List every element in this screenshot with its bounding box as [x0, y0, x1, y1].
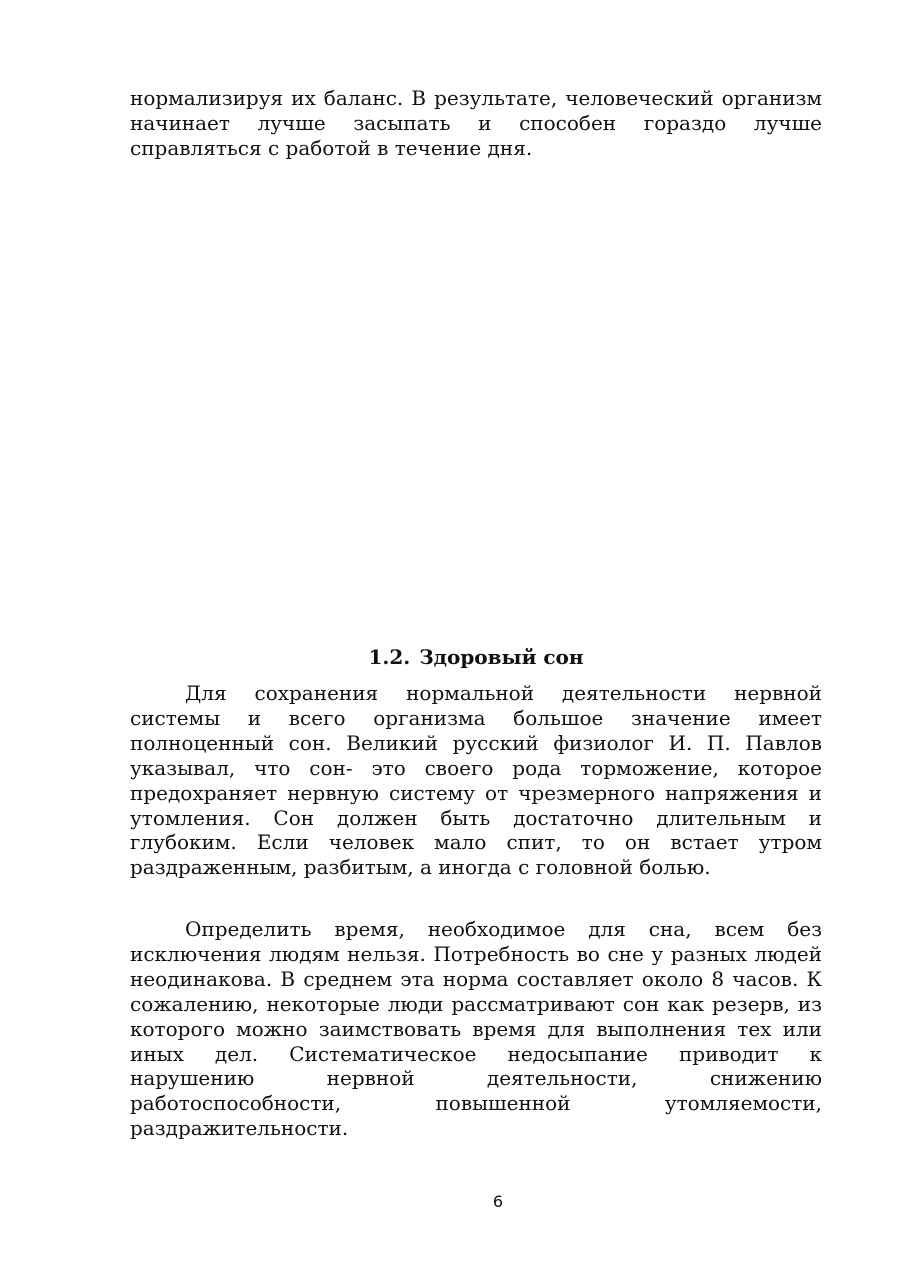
- body-paragraph: Определить время, необходимое для сна, всем без исключения людям нельзя. Потребность во сне у разных людей неодинакова. В среднем эта норма составляет около 8 часов. К сожалению, некоторые люди рассматривают сон как резерв, из которого можно заимствовать время для выполнения тех или иных дел. Систематическое недосыпание приводит к нарушению нервной деятельности, снижению работоспособности, повышенной утомляемости, раздражительности.: [130, 917, 822, 1141]
- page-number: 6: [492, 1192, 504, 1211]
- section-heading: [130, 644, 822, 670]
- section-number: 1.2.: [368, 645, 411, 669]
- continuation-text-block: [130, 86, 822, 161]
- section-paragraph-2-block: [130, 917, 822, 1141]
- section-title: Здоровый сон: [419, 645, 584, 669]
- continuation-paragraph: нормализируя их баланс. В результате, человеческий организм начинает лучше засыпать и способен гораздо лучше справляться с работой в течение дня.: [130, 86, 822, 160]
- section-paragraph-1-block: [130, 681, 822, 880]
- body-paragraph: Для сохранения нормальной деятельности нервной системы и всего организма большое значение имеет полноценный сон. Великий русский физиолог И. П. Павлов указывал, что сон- это своего рода торможение, которое предохраняет нервную систему от чрезмерного напряжения и утомления. Сон должен быть достаточно длительным и глубоким. Если человек мало спит, то он встает утром раздраженным, разбитым, а иногда с головной болью.: [130, 681, 822, 880]
